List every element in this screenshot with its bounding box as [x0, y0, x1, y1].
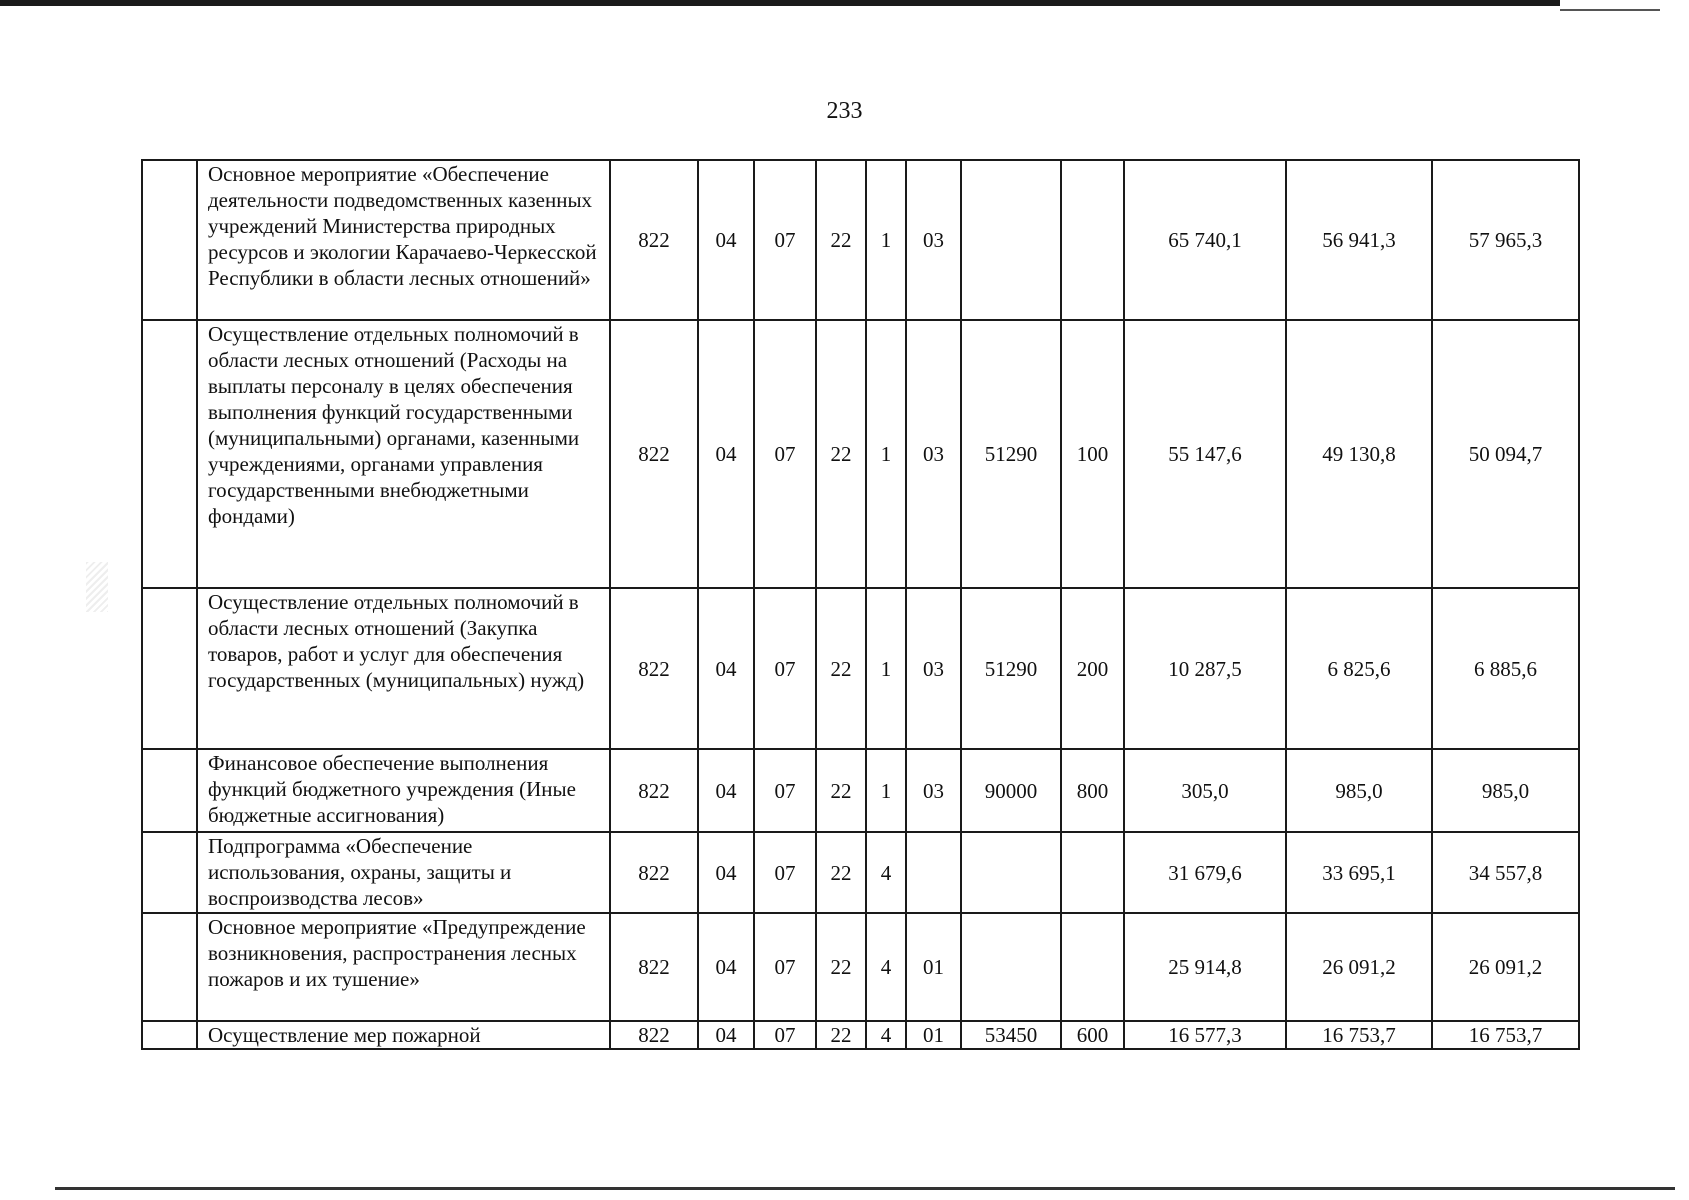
row-number-cell	[142, 588, 197, 749]
subsection-cell: 07	[754, 588, 816, 749]
table-row	[142, 320, 1579, 588]
item-name-cell: Осуществление мер пожарной	[197, 1021, 610, 1049]
section-cell: 04	[698, 588, 754, 749]
expense-type-cell: 200	[1061, 588, 1124, 749]
direction-cell: 51290	[961, 588, 1061, 749]
bottom-border-line	[55, 1187, 1675, 1190]
measure-cell: 01	[906, 913, 961, 1021]
direction-cell: 53450	[961, 1021, 1061, 1049]
amount-year2-cell: 6 825,6	[1286, 588, 1432, 749]
amount-year1-cell: 305,0	[1124, 749, 1286, 832]
ministry-code-cell: 822	[610, 832, 698, 913]
table-row	[142, 749, 1579, 832]
direction-cell	[961, 832, 1061, 913]
amount-year2-cell: 33 695,1	[1286, 832, 1432, 913]
direction-cell: 90000	[961, 749, 1061, 832]
measure-cell: 03	[906, 749, 961, 832]
amount-year1-cell: 65 740,1	[1124, 160, 1286, 320]
amount-year3-cell: 6 885,6	[1432, 588, 1579, 749]
ministry-code-cell: 822	[610, 749, 698, 832]
amount-year3-cell: 985,0	[1432, 749, 1579, 832]
section-cell: 04	[698, 320, 754, 588]
row-number-cell	[142, 1021, 197, 1049]
section-cell: 04	[698, 832, 754, 913]
top-border-line-tail	[1560, 9, 1660, 11]
row-number-cell	[142, 160, 197, 320]
amount-year3-cell: 57 965,3	[1432, 160, 1579, 320]
amount-year3-cell: 26 091,2	[1432, 913, 1579, 1021]
page-number: 233	[826, 98, 863, 124]
subprogram-cell: 4	[866, 1021, 906, 1049]
scan-artifact	[86, 562, 108, 612]
program-cell: 22	[816, 832, 866, 913]
subsection-cell: 07	[754, 913, 816, 1021]
row-number-cell	[142, 832, 197, 913]
expense-type-cell	[1061, 832, 1124, 913]
program-cell: 22	[816, 320, 866, 588]
item-name-cell: Основное мероприятие «Предупреждение возникновения, распространения лесных пожаров и их тушение»	[197, 913, 610, 1021]
amount-year1-cell: 10 287,5	[1124, 588, 1286, 749]
program-cell: 22	[816, 588, 866, 749]
subprogram-cell: 1	[866, 588, 906, 749]
amount-year1-cell: 55 147,6	[1124, 320, 1286, 588]
measure-cell: 01	[906, 1021, 961, 1049]
subprogram-cell: 1	[866, 160, 906, 320]
expense-type-cell	[1061, 913, 1124, 1021]
amount-year2-cell: 49 130,8	[1286, 320, 1432, 588]
amount-year2-cell: 16 753,7	[1286, 1021, 1432, 1049]
ministry-code-cell: 822	[610, 320, 698, 588]
measure-cell: 03	[906, 160, 961, 320]
subsection-cell: 07	[754, 160, 816, 320]
section-cell: 04	[698, 1021, 754, 1049]
measure-cell: 03	[906, 320, 961, 588]
direction-cell	[961, 913, 1061, 1021]
expense-type-cell: 100	[1061, 320, 1124, 588]
subsection-cell: 07	[754, 832, 816, 913]
section-cell: 04	[698, 749, 754, 832]
top-border-line	[0, 0, 1560, 6]
program-cell: 22	[816, 1021, 866, 1049]
amount-year3-cell: 50 094,7	[1432, 320, 1579, 588]
item-name-cell: Основное мероприятие «Обеспечение деятельности подведомственных казенных учреждений Министерства природных ресурсов и экологии Карачаево-Черкесской Республики в области лесных отношений»	[197, 160, 610, 320]
expense-type-cell: 800	[1061, 749, 1124, 832]
amount-year3-cell: 16 753,7	[1432, 1021, 1579, 1049]
amount-year1-cell: 31 679,6	[1124, 832, 1286, 913]
subprogram-cell: 4	[866, 913, 906, 1021]
table-row	[142, 160, 1579, 320]
subsection-cell: 07	[754, 749, 816, 832]
program-cell: 22	[816, 913, 866, 1021]
measure-cell: 03	[906, 588, 961, 749]
item-name-cell: Финансовое обеспечение выполнения функций бюджетного учреждения (Иные бюджетные ассигнования)	[197, 749, 610, 832]
subprogram-cell: 4	[866, 832, 906, 913]
program-cell: 22	[816, 749, 866, 832]
amount-year1-cell: 25 914,8	[1124, 913, 1286, 1021]
table-row	[142, 832, 1579, 913]
table-row	[142, 913, 1579, 1021]
subprogram-cell: 1	[866, 749, 906, 832]
amount-year3-cell: 34 557,8	[1432, 832, 1579, 913]
amount-year1-cell: 16 577,3	[1124, 1021, 1286, 1049]
expense-type-cell	[1061, 160, 1124, 320]
ministry-code-cell: 822	[610, 1021, 698, 1049]
budget-table-body	[142, 160, 1579, 1049]
direction-cell	[961, 160, 1061, 320]
table-row	[142, 1021, 1579, 1049]
row-number-cell	[142, 749, 197, 832]
item-name-cell: Осуществление отдельных полномочий в области лесных отношений (Расходы на выплаты персоналу в целях обеспечения выполнения функций государственными (муниципальными) органами, казенными учреждениями, органами управления государственными внебюджетными фондами)	[197, 320, 610, 588]
ministry-code-cell: 822	[610, 588, 698, 749]
subsection-cell: 07	[754, 1021, 816, 1049]
item-name-cell: Подпрограмма «Обеспечение использования, охраны, защиты и воспроизводства лесов»	[197, 832, 610, 913]
row-number-cell	[142, 320, 197, 588]
amount-year2-cell: 26 091,2	[1286, 913, 1432, 1021]
budget-table	[141, 159, 1580, 1050]
table-row	[142, 588, 1579, 749]
subsection-cell: 07	[754, 320, 816, 588]
row-number-cell	[142, 913, 197, 1021]
subprogram-cell: 1	[866, 320, 906, 588]
item-name-cell: Осуществление отдельных полномочий в области лесных отношений (Закупка товаров, работ и услуг для обеспечения государственных (муниципальных) нужд)	[197, 588, 610, 749]
amount-year2-cell: 56 941,3	[1286, 160, 1432, 320]
measure-cell	[906, 832, 961, 913]
section-cell: 04	[698, 913, 754, 1021]
ministry-code-cell: 822	[610, 913, 698, 1021]
ministry-code-cell: 822	[610, 160, 698, 320]
amount-year2-cell: 985,0	[1286, 749, 1432, 832]
section-cell: 04	[698, 160, 754, 320]
expense-type-cell: 600	[1061, 1021, 1124, 1049]
program-cell: 22	[816, 160, 866, 320]
direction-cell: 51290	[961, 320, 1061, 588]
